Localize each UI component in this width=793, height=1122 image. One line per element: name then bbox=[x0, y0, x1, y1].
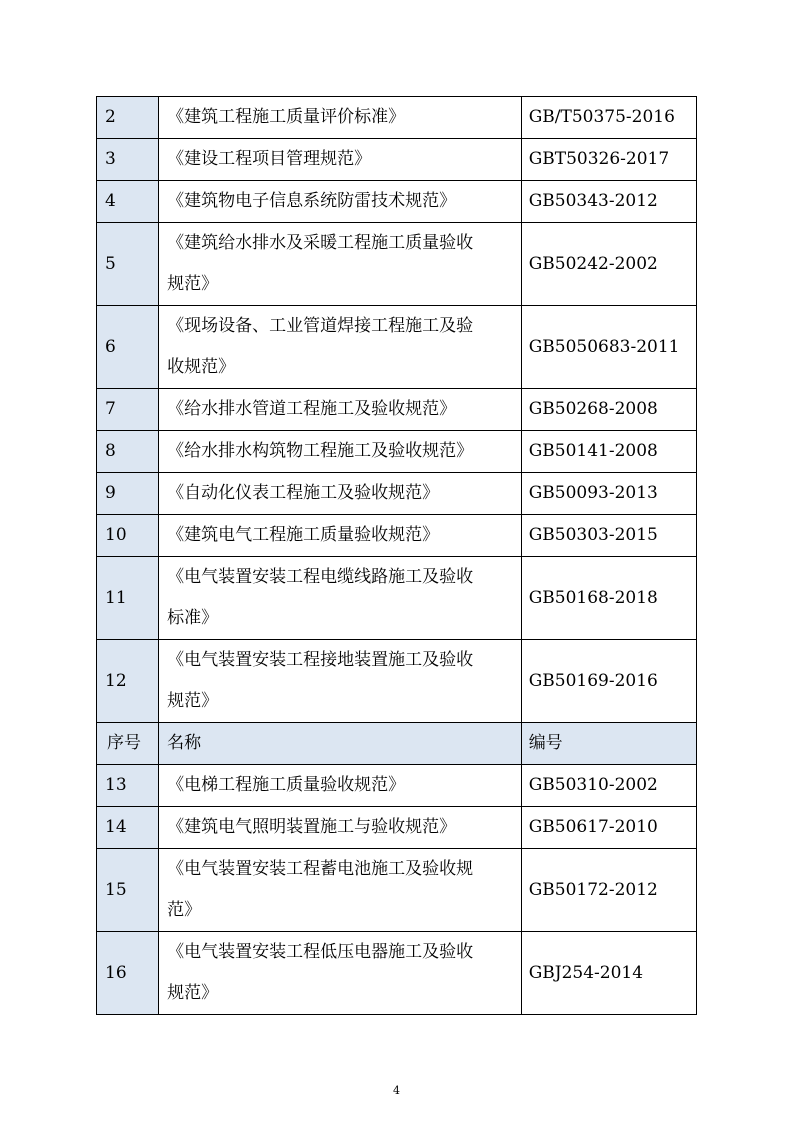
row-number: 12 bbox=[97, 640, 159, 723]
table-row bbox=[97, 849, 697, 932]
table-row bbox=[97, 389, 697, 431]
standard-code: GB50172-2012 bbox=[521, 849, 696, 932]
standard-name bbox=[159, 807, 522, 849]
standard-name bbox=[159, 640, 522, 723]
row-number: 5 bbox=[97, 223, 159, 306]
standard-code: GB50617-2010 bbox=[521, 807, 696, 849]
standard-name bbox=[159, 139, 522, 181]
standard-code: GB50141-2008 bbox=[521, 431, 696, 473]
header-code: 编号 bbox=[521, 723, 696, 765]
standard-code: GB50310-2002 bbox=[521, 765, 696, 807]
standard-name-line: 收规范》 bbox=[167, 357, 236, 377]
standard-name bbox=[159, 181, 522, 223]
table-row bbox=[97, 640, 697, 723]
standard-name-line: 规范》 bbox=[167, 983, 219, 1003]
table-row bbox=[97, 223, 697, 306]
standard-code: GB50303-2015 bbox=[521, 515, 696, 557]
table-row bbox=[97, 431, 697, 473]
table-row bbox=[97, 139, 697, 181]
standard-code: GB50168-2018 bbox=[521, 557, 696, 640]
page-number: 4 bbox=[393, 1084, 400, 1097]
row-number: 3 bbox=[97, 139, 159, 181]
standards-table bbox=[96, 96, 697, 1015]
standard-code: GB5050683-2011 bbox=[521, 306, 696, 389]
standard-name-line: 《建筑电气工程施工质量验收规范》 bbox=[167, 525, 440, 545]
standard-name bbox=[159, 473, 522, 515]
row-number: 6 bbox=[97, 306, 159, 389]
row-number: 9 bbox=[97, 473, 159, 515]
row-number: 13 bbox=[97, 765, 159, 807]
standard-name-line: 《电气装置安装工程低压电器施工及验收 bbox=[167, 942, 474, 962]
table-row bbox=[97, 97, 697, 139]
standard-name-line: 《电气装置安装工程接地装置施工及验收 bbox=[167, 650, 474, 670]
standard-code: GB50242-2002 bbox=[521, 223, 696, 306]
standard-name-line: 《给水排水管道工程施工及验收规范》 bbox=[167, 399, 457, 419]
standard-code: GB50169-2016 bbox=[521, 640, 696, 723]
header-name: 名称 bbox=[159, 723, 522, 765]
table-header-section bbox=[97, 723, 697, 765]
row-number: 11 bbox=[97, 557, 159, 640]
standard-code: GB50093-2013 bbox=[521, 473, 696, 515]
standard-name-line: 规范》 bbox=[167, 274, 219, 294]
table-row bbox=[97, 473, 697, 515]
table-body-after-header bbox=[97, 765, 697, 1015]
table-row bbox=[97, 181, 697, 223]
standard-name bbox=[159, 515, 522, 557]
standard-name-line: 《自动化仪表工程施工及验收规范》 bbox=[167, 483, 440, 503]
standard-name-line: 标准》 bbox=[167, 608, 219, 628]
standard-name-line: 《建筑电气照明装置施工与验收规范》 bbox=[167, 817, 457, 837]
standard-name bbox=[159, 389, 522, 431]
table-row bbox=[97, 765, 697, 807]
row-number: 4 bbox=[97, 181, 159, 223]
row-number: 8 bbox=[97, 431, 159, 473]
standard-name bbox=[159, 431, 522, 473]
row-number: 2 bbox=[97, 97, 159, 139]
row-number: 7 bbox=[97, 389, 159, 431]
standard-name-line: 《建筑工程施工质量评价标准》 bbox=[167, 107, 406, 127]
standard-name-line: 规范》 bbox=[167, 691, 219, 711]
row-number: 16 bbox=[97, 932, 159, 1015]
standard-name-line: 《建设工程项目管理规范》 bbox=[167, 149, 372, 169]
standard-code: GBJ254-2014 bbox=[521, 932, 696, 1015]
standard-name-line: 范》 bbox=[167, 900, 202, 920]
table-row bbox=[97, 932, 697, 1015]
table-header-row bbox=[97, 723, 697, 765]
table-row bbox=[97, 515, 697, 557]
standard-name-line: 《现场设备、工业管道焊接工程施工及验 bbox=[167, 316, 474, 336]
standard-name bbox=[159, 932, 522, 1015]
header-no: 序号 bbox=[97, 723, 159, 765]
standard-name-line: 《建筑给水排水及采暖工程施工质量验收 bbox=[167, 233, 474, 253]
standard-name-line: 《电梯工程施工质量验收规范》 bbox=[167, 775, 406, 795]
standard-name-line: 《给水排水构筑物工程施工及验收规范》 bbox=[167, 441, 474, 461]
standard-name-line: 《电气装置安装工程电缆线路施工及验收 bbox=[167, 567, 474, 587]
row-number: 10 bbox=[97, 515, 159, 557]
standard-name bbox=[159, 306, 522, 389]
row-number: 15 bbox=[97, 849, 159, 932]
table-row bbox=[97, 807, 697, 849]
table-row bbox=[97, 306, 697, 389]
standard-name-line: 《电气装置安装工程蓄电池施工及验收规 bbox=[167, 859, 474, 879]
table-row bbox=[97, 557, 697, 640]
standard-name bbox=[159, 765, 522, 807]
row-number: 14 bbox=[97, 807, 159, 849]
standard-name bbox=[159, 97, 522, 139]
standard-code: GB/T50375-2016 bbox=[521, 97, 696, 139]
standard-code: GB50268-2008 bbox=[521, 389, 696, 431]
standard-code: GB50343-2012 bbox=[521, 181, 696, 223]
standard-name bbox=[159, 849, 522, 932]
standard-code: GBT50326-2017 bbox=[521, 139, 696, 181]
table-body-before-header bbox=[97, 97, 697, 723]
standard-name bbox=[159, 223, 522, 306]
standard-name-line: 《建筑物电子信息系统防雷技术规范》 bbox=[167, 191, 457, 211]
standard-name bbox=[159, 557, 522, 640]
